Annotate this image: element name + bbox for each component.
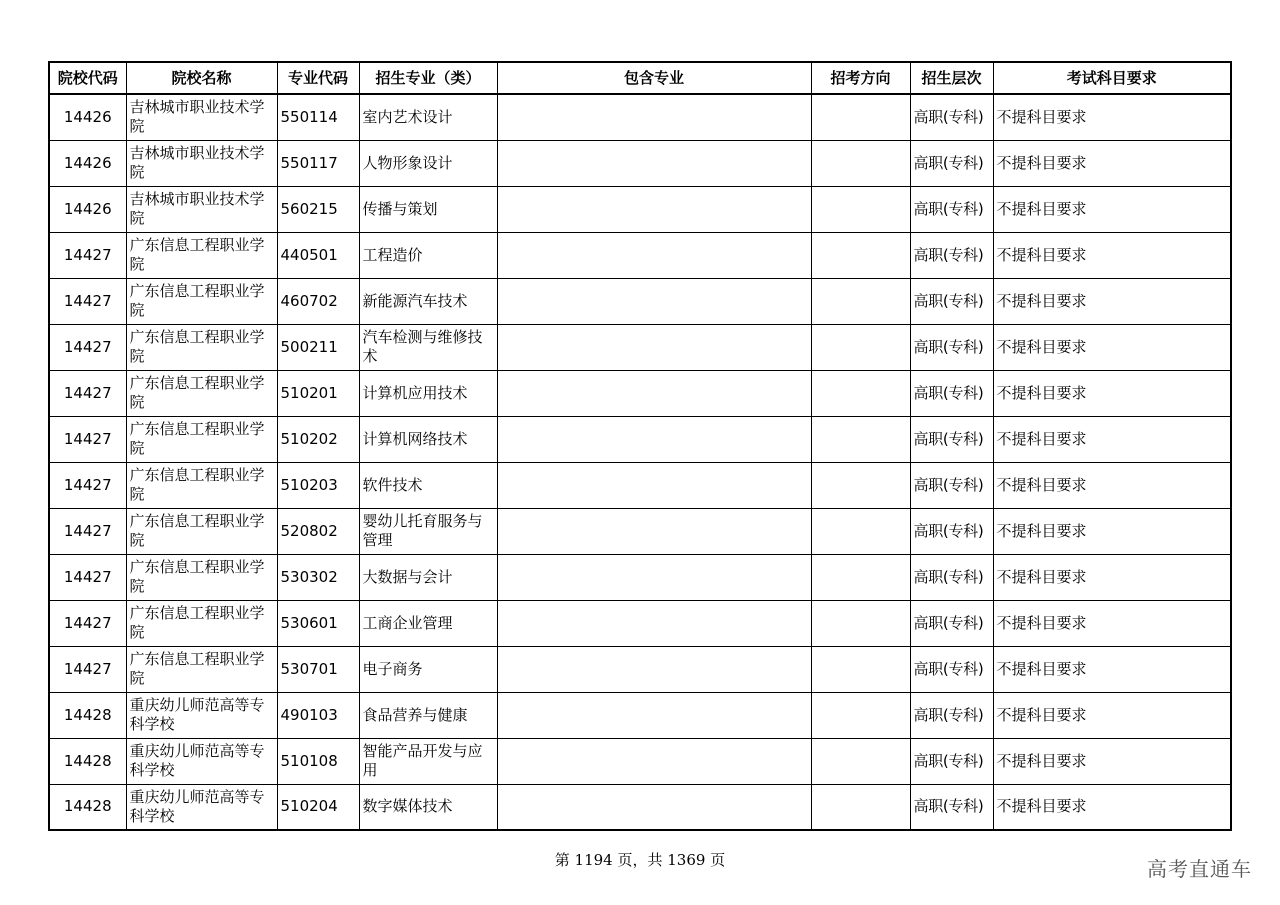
cell-school-code: 14427 <box>49 600 126 646</box>
cell-included-majors <box>497 278 811 324</box>
header-direction: 招考方向 <box>811 62 910 94</box>
cell-included-majors <box>497 324 811 370</box>
cell-major: 新能源汽车技术 <box>359 278 497 324</box>
cell-major: 人物形象设计 <box>359 140 497 186</box>
cell-requirement: 不提科目要求 <box>993 646 1231 692</box>
cell-requirement: 不提科目要求 <box>993 140 1231 186</box>
cell-level: 高职(专科) <box>910 186 993 232</box>
cell-school-code: 14426 <box>49 186 126 232</box>
table-row <box>49 462 1231 508</box>
cell-major-code: 560215 <box>277 186 359 232</box>
table-row <box>49 370 1231 416</box>
cell-included-majors <box>497 370 811 416</box>
cell-included-majors <box>497 508 811 554</box>
cell-included-majors <box>497 692 811 738</box>
cell-school-code: 14427 <box>49 324 126 370</box>
cell-included-majors <box>497 784 811 830</box>
cell-major: 计算机网络技术 <box>359 416 497 462</box>
cell-level: 高职(专科) <box>910 462 993 508</box>
cell-major-code: 530601 <box>277 600 359 646</box>
cell-school-name: 广东信息工程职业学院 <box>126 232 277 278</box>
table-row <box>49 278 1231 324</box>
cell-level: 高职(专科) <box>910 784 993 830</box>
cell-major: 计算机应用技术 <box>359 370 497 416</box>
table-row <box>49 646 1231 692</box>
cell-requirement: 不提科目要求 <box>993 278 1231 324</box>
cell-school-name: 重庆幼儿师范高等专科学校 <box>126 784 277 830</box>
cell-requirement: 不提科目要求 <box>993 784 1231 830</box>
cell-requirement: 不提科目要求 <box>993 508 1231 554</box>
cell-requirement: 不提科目要求 <box>993 600 1231 646</box>
cell-major: 智能产品开发与应用 <box>359 738 497 784</box>
table-row <box>49 232 1231 278</box>
watermark: 高考直通车 <box>1147 857 1252 881</box>
cell-major-code: 530302 <box>277 554 359 600</box>
cell-school-name: 广东信息工程职业学院 <box>126 370 277 416</box>
table-row <box>49 186 1231 232</box>
cell-major-code: 500211 <box>277 324 359 370</box>
cell-requirement: 不提科目要求 <box>993 324 1231 370</box>
cell-school-name: 广东信息工程职业学院 <box>126 508 277 554</box>
cell-major-code: 510204 <box>277 784 359 830</box>
header-school-code: 院校代码 <box>49 62 126 94</box>
cell-major-code: 510202 <box>277 416 359 462</box>
cell-level: 高职(专科) <box>910 278 993 324</box>
cell-level: 高职(专科) <box>910 140 993 186</box>
header-requirement: 考试科目要求 <box>993 62 1231 94</box>
header-major: 招生专业（类） <box>359 62 497 94</box>
cell-school-name: 广东信息工程职业学院 <box>126 600 277 646</box>
cell-school-name: 广东信息工程职业学院 <box>126 462 277 508</box>
cell-level: 高职(专科) <box>910 508 993 554</box>
cell-school-code: 14426 <box>49 140 126 186</box>
header-major-code: 专业代码 <box>277 62 359 94</box>
header-school-name: 院校名称 <box>126 62 277 94</box>
cell-level: 高职(专科) <box>910 324 993 370</box>
cell-direction <box>811 784 910 830</box>
cell-level: 高职(专科) <box>910 370 993 416</box>
table-row <box>49 738 1231 784</box>
cell-direction <box>811 370 910 416</box>
cell-school-code: 14427 <box>49 278 126 324</box>
cell-level: 高职(专科) <box>910 416 993 462</box>
cell-major-code: 490103 <box>277 692 359 738</box>
cell-major-code: 460702 <box>277 278 359 324</box>
cell-major: 汽车检测与维修技术 <box>359 324 497 370</box>
table-row <box>49 416 1231 462</box>
cell-major: 数字媒体技术 <box>359 784 497 830</box>
cell-major-code: 510203 <box>277 462 359 508</box>
cell-major-code: 440501 <box>277 232 359 278</box>
cell-school-code: 14428 <box>49 784 126 830</box>
cell-requirement: 不提科目要求 <box>993 462 1231 508</box>
table-row <box>49 692 1231 738</box>
cell-level: 高职(专科) <box>910 94 993 140</box>
cell-level: 高职(专科) <box>910 554 993 600</box>
cell-major: 传播与策划 <box>359 186 497 232</box>
cell-direction <box>811 232 910 278</box>
cell-major-code: 510108 <box>277 738 359 784</box>
cell-level: 高职(专科) <box>910 600 993 646</box>
cell-major: 大数据与会计 <box>359 554 497 600</box>
header-row <box>49 62 1231 94</box>
cell-major: 婴幼儿托育服务与管理 <box>359 508 497 554</box>
cell-major-code: 550117 <box>277 140 359 186</box>
cell-direction <box>811 738 910 784</box>
major-table <box>48 61 1232 831</box>
cell-major: 软件技术 <box>359 462 497 508</box>
cell-included-majors <box>497 94 811 140</box>
cell-major-code: 550114 <box>277 94 359 140</box>
cell-school-code: 14427 <box>49 370 126 416</box>
table-body <box>49 94 1231 830</box>
cell-level: 高职(专科) <box>910 692 993 738</box>
cell-school-name: 吉林城市职业技术学院 <box>126 94 277 140</box>
table-row <box>49 508 1231 554</box>
cell-school-code: 14427 <box>49 462 126 508</box>
cell-school-name: 广东信息工程职业学院 <box>126 278 277 324</box>
cell-included-majors <box>497 554 811 600</box>
cell-direction <box>811 416 910 462</box>
cell-school-name: 吉林城市职业技术学院 <box>126 140 277 186</box>
cell-included-majors <box>497 140 811 186</box>
cell-school-code: 14427 <box>49 646 126 692</box>
table-row <box>49 784 1231 830</box>
cell-school-code: 14426 <box>49 94 126 140</box>
cell-school-code: 14427 <box>49 554 126 600</box>
cell-included-majors <box>497 186 811 232</box>
cell-included-majors <box>497 600 811 646</box>
cell-direction <box>811 646 910 692</box>
cell-requirement: 不提科目要求 <box>993 692 1231 738</box>
cell-major-code: 510201 <box>277 370 359 416</box>
cell-direction <box>811 140 910 186</box>
cell-included-majors <box>497 416 811 462</box>
table-row <box>49 600 1231 646</box>
cell-direction <box>811 462 910 508</box>
cell-school-code: 14427 <box>49 232 126 278</box>
cell-direction <box>811 554 910 600</box>
cell-included-majors <box>497 738 811 784</box>
cell-included-majors <box>497 462 811 508</box>
cell-school-name: 广东信息工程职业学院 <box>126 416 277 462</box>
cell-requirement: 不提科目要求 <box>993 186 1231 232</box>
cell-school-code: 14427 <box>49 508 126 554</box>
cell-requirement: 不提科目要求 <box>993 94 1231 140</box>
cell-direction <box>811 508 910 554</box>
cell-major: 电子商务 <box>359 646 497 692</box>
table-row <box>49 324 1231 370</box>
cell-major-code: 530701 <box>277 646 359 692</box>
table-row <box>49 140 1231 186</box>
cell-direction <box>811 692 910 738</box>
cell-major-code: 520802 <box>277 508 359 554</box>
table-row <box>49 94 1231 140</box>
page-footer: 第 1194 页，共 1369 页 <box>554 851 726 869</box>
cell-requirement: 不提科目要求 <box>993 232 1231 278</box>
cell-direction <box>811 324 910 370</box>
cell-direction <box>811 94 910 140</box>
cell-requirement: 不提科目要求 <box>993 370 1231 416</box>
cell-school-name: 广东信息工程职业学院 <box>126 324 277 370</box>
cell-major: 工商企业管理 <box>359 600 497 646</box>
cell-level: 高职(专科) <box>910 738 993 784</box>
cell-requirement: 不提科目要求 <box>993 738 1231 784</box>
table-row <box>49 554 1231 600</box>
header-included-majors: 包含专业 <box>497 62 811 94</box>
cell-included-majors <box>497 232 811 278</box>
cell-major: 食品营养与健康 <box>359 692 497 738</box>
cell-school-name: 重庆幼儿师范高等专科学校 <box>126 738 277 784</box>
cell-major: 室内艺术设计 <box>359 94 497 140</box>
cell-requirement: 不提科目要求 <box>993 554 1231 600</box>
cell-major: 工程造价 <box>359 232 497 278</box>
cell-school-code: 14428 <box>49 692 126 738</box>
cell-school-code: 14428 <box>49 738 126 784</box>
cell-direction <box>811 278 910 324</box>
cell-school-code: 14427 <box>49 416 126 462</box>
cell-direction <box>811 600 910 646</box>
cell-direction <box>811 186 910 232</box>
cell-included-majors <box>497 646 811 692</box>
cell-requirement: 不提科目要求 <box>993 416 1231 462</box>
cell-level: 高职(专科) <box>910 646 993 692</box>
header-level: 招生层次 <box>910 62 993 94</box>
cell-school-name: 广东信息工程职业学院 <box>126 646 277 692</box>
cell-school-name: 吉林城市职业技术学院 <box>126 186 277 232</box>
cell-school-name: 重庆幼儿师范高等专科学校 <box>126 692 277 738</box>
cell-level: 高职(专科) <box>910 232 993 278</box>
cell-school-name: 广东信息工程职业学院 <box>126 554 277 600</box>
